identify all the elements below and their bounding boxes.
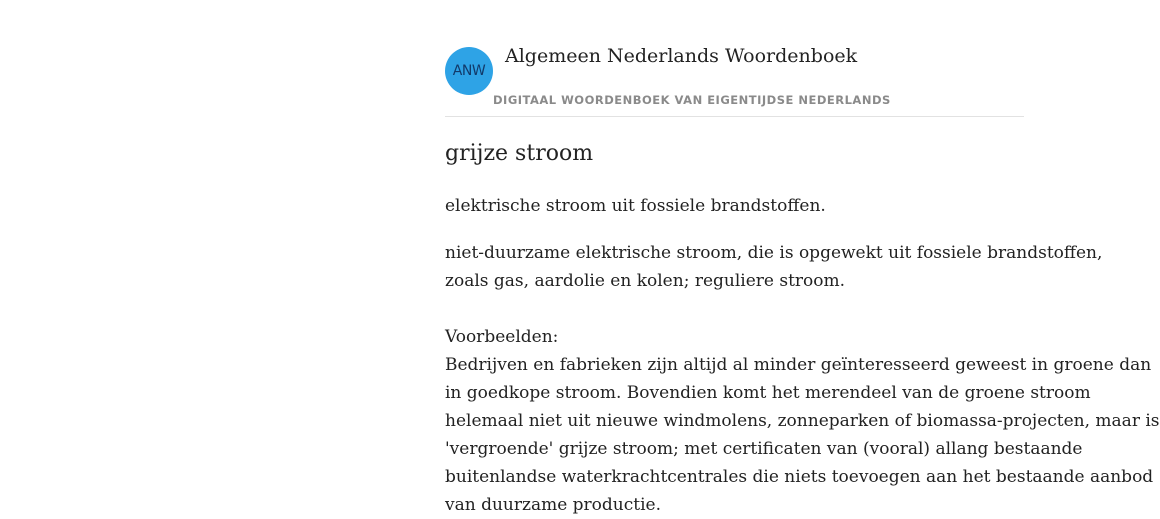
example-line: buitenlandse waterkrachtcentrales die niets toevoegen aan het bestaande aanbod: [445, 467, 1154, 487]
site-title[interactable]: Algemeen Nederlands Woordenboek: [505, 45, 858, 67]
example-line: 'vergroende' grijze stroom; met certificaten van (vooral) allang bestaande: [445, 439, 1083, 459]
logo-text: ANW: [452, 63, 486, 79]
example-line: Bedrijven en fabrieken zijn altijd al minder geïnteresseerd geweest in groene dan: [445, 355, 1152, 375]
site-header: [445, 40, 1024, 117]
example-text: [445, 351, 1160, 519]
entry-content: [445, 138, 1160, 519]
definition: [445, 239, 1103, 295]
entry-title: grijze stroom: [445, 141, 594, 166]
example-line: in goedkope stroom. Bovendien komt het merendeel van de groene stroom: [445, 383, 1091, 403]
definition-line: zoals gas, aardolie en kolen; reguliere stroom.: [445, 271, 846, 291]
examples-label: Voorbeelden:: [445, 327, 559, 347]
anw-logo[interactable]: [445, 47, 493, 95]
definition-line: niet-duurzame elektrische stroom, die is opgewekt uit fossiele brandstoffen,: [445, 243, 1103, 263]
example-line: helemaal niet uit nieuwe windmolens, zonneparken of biomassa-projecten, maar is: [445, 411, 1160, 431]
short-definition: elektrische stroom uit fossiele brandstoffen.: [445, 196, 826, 216]
example-line: van duurzame productie.: [445, 495, 662, 515]
site-subtitle: DIGITAAL WOORDENBOEK VAN EIGENTIJDSE NEDERLANDS: [493, 93, 891, 107]
